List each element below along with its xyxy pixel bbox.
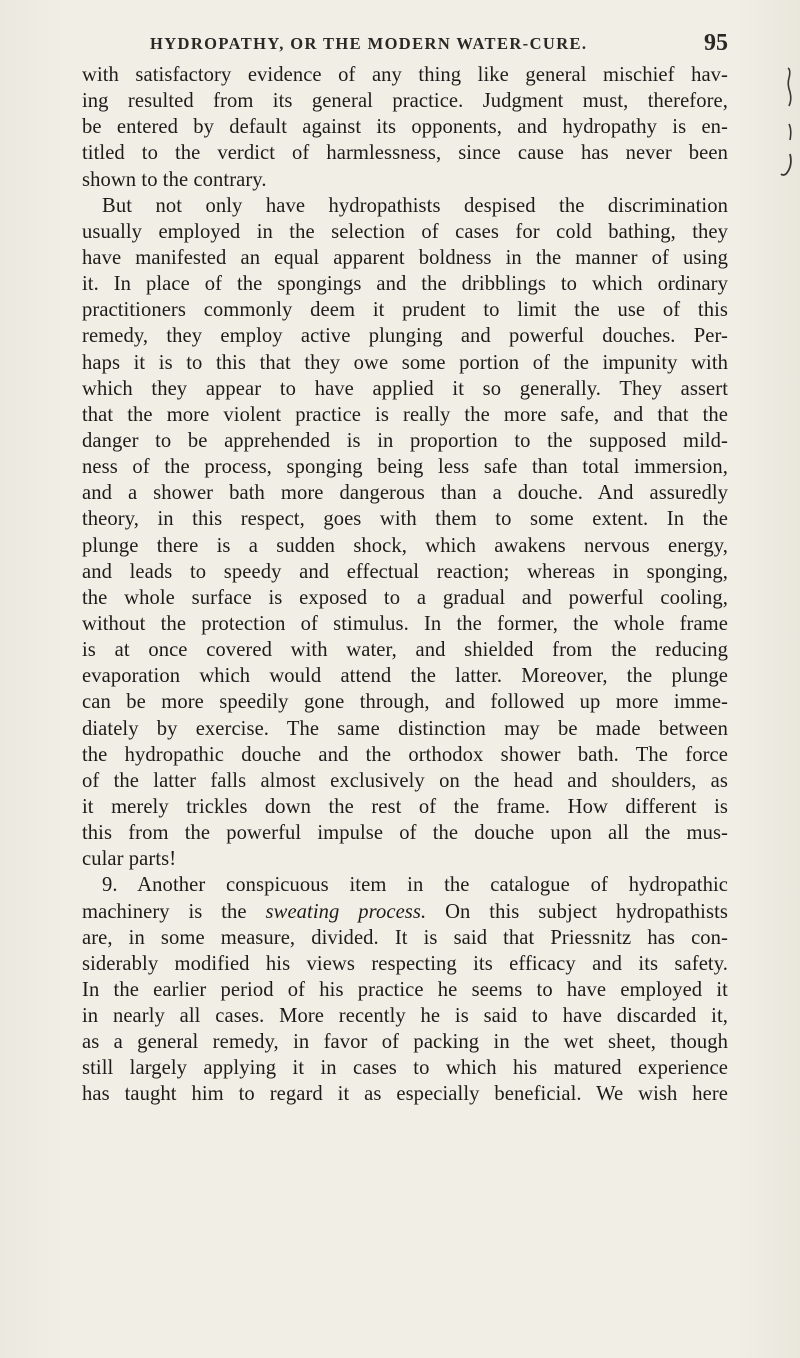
text-line: has taught him to regard it as especially beneficial. We wish here bbox=[82, 1083, 728, 1106]
text-line: with satisfactory evidence of any thing like general mischief hav- bbox=[82, 64, 728, 86]
page-number: 95 bbox=[704, 30, 728, 56]
text-run: On this subject hydropathists bbox=[426, 900, 728, 923]
text-line: diately by exercise. The same distinction may be made between bbox=[82, 717, 728, 740]
text-line: is at once covered with water, and shielded from the reducing bbox=[82, 639, 728, 662]
text-line: usually employed in the selection of cases for cold bathing, they bbox=[82, 220, 728, 243]
text-line: it. In place of the spongings and the dribblings to which ordinary bbox=[82, 273, 728, 296]
text-line: can be more speedily gone through, and followed up more imme- bbox=[82, 691, 728, 714]
text-run: machinery is the bbox=[82, 900, 266, 923]
paragraph-start-line: But not only have hydropathists despised the discrimination bbox=[102, 194, 728, 217]
text-line: be entered by default against its opponents, and hydropathy is en- bbox=[82, 116, 728, 139]
running-title: HYDROPATHY, OR THE MODERN WATER-CURE. bbox=[150, 34, 588, 53]
text-line: theory, in this respect, goes with them to some extent. In the bbox=[82, 508, 728, 531]
text-line: that the more violent practice is really the more safe, and that the bbox=[82, 403, 728, 426]
text-line: as a general remedy, in favor of packing in the wet sheet, though bbox=[82, 1031, 728, 1054]
text-line: and a shower bath more dangerous than a douche. And assuredly bbox=[82, 482, 728, 505]
text-line: siderably modified his views respecting its efficacy and its safety. bbox=[82, 952, 728, 975]
text-line: of the latter falls almost exclusively on the head and shoulders, as bbox=[82, 769, 728, 792]
text-line: still largely applying it in cases to which his matured experience bbox=[82, 1057, 728, 1080]
text-line: which they appear to have applied it so generally. They assert bbox=[82, 377, 728, 400]
text-line: ing resulted from its general practice. Judgment must, therefore, bbox=[82, 90, 728, 113]
text-line: evaporation which would attend the latter. Moreover, the plunge bbox=[82, 665, 728, 688]
text-line: and leads to speedy and effectual reaction; whereas in sponging, bbox=[82, 560, 728, 583]
text-line: In the earlier period of his practice he seems to have employed it bbox=[82, 978, 728, 1001]
running-head bbox=[150, 30, 728, 60]
section-9-start-line: 9. Another conspicuous item in the catalogue of hydropathic bbox=[102, 874, 728, 897]
text-line: in nearly all cases. More recently he is said to have discarded it, bbox=[82, 1005, 728, 1028]
emphasis-sweating-process: sweating process. bbox=[265, 900, 427, 923]
text-line: plunge there is a sudden shock, which awakens nervous energy, bbox=[82, 534, 728, 557]
text-line: without the protection of stimulus. In the former, the whole frame bbox=[82, 612, 728, 635]
text-line: shown to the contrary. bbox=[82, 168, 267, 191]
text-line: the whole surface is exposed to a gradual and powerful cooling, bbox=[82, 586, 728, 609]
pencil-bracket-mark bbox=[780, 66, 794, 178]
text-line: remedy, they employ active plunging and powerful douches. Per- bbox=[82, 325, 728, 348]
text-line: the hydropathic douche and the orthodox shower bath. The force bbox=[82, 743, 728, 766]
text-line: it merely trickles down the rest of the frame. How different is bbox=[82, 795, 728, 818]
text-line: titled to the verdict of harmlessness, since cause has never been bbox=[82, 142, 728, 165]
text-line: are, in some measure, divided. It is said that Priessnitz has con- bbox=[82, 926, 728, 949]
text-line: this from the powerful impulse of the douche upon all the mus- bbox=[82, 822, 728, 845]
body-text bbox=[82, 62, 728, 1108]
text-line: danger to be apprehended is in proportion to the supposed mild- bbox=[82, 429, 728, 452]
text-line-with-emphasis bbox=[82, 899, 728, 925]
text-line: practitioners commonly deem it prudent to limit the use of this bbox=[82, 299, 728, 322]
text-line: ness of the process, sponging being less safe than total immersion, bbox=[82, 456, 728, 479]
text-line: cular parts! bbox=[82, 848, 177, 871]
text-line: haps it is to this that they owe some portion of the impunity with bbox=[82, 351, 728, 374]
text-line: have manifested an equal apparent boldness in the manner of using bbox=[82, 246, 728, 269]
